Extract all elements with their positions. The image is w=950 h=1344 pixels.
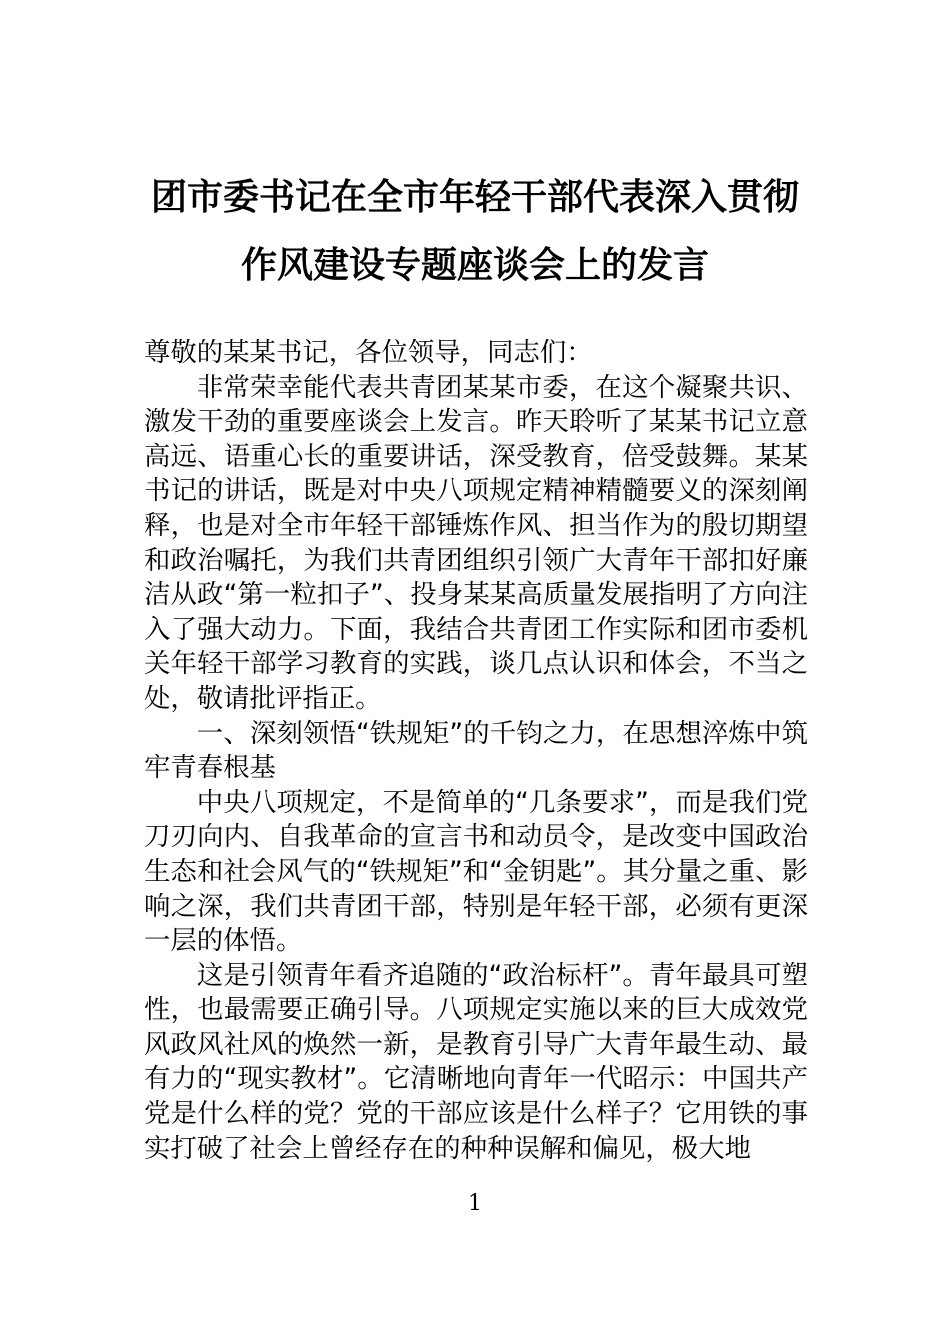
paragraph-section-1-b: 这是引领青年看齐追随的“政治标杆”。青年最具可塑性，也最需要正确引导。八项规定实施以来的巨大成效党风政风社风的焕然一新，是教育引导广大青年最生动、最有力的“现实教材”。它清晰地向青年一代昭示：中国共产党是什么样的党？党的干部应该是什么样子？它用铁的事实打破了社会上曾经存在的种种误解和偏见，极大地 (144, 959, 808, 1164)
document-body (144, 336, 808, 1166)
document-title-line-2: 作风建设专题座谈会上的发言 (240, 245, 709, 286)
salutation: 尊敬的某某书记，各位领导，同志们： (144, 337, 593, 368)
section-heading-1: 一、深刻领悟“铁规矩”的千钧之力，在思想淬炼中筑牢青春根基 (144, 717, 808, 784)
paragraph-section-1-a: 中央八项规定，不是简单的“几条要求”，而是我们党刀刃向内、自我革命的宣言书和动员令，是改变中国政治生态和社会风气的“铁规矩”和“金钥匙”。其分量之重、影响之深，我们共青团干部，特别是年轻干部，必须有更深一层的体悟。 (144, 786, 808, 957)
page-number: 1 (468, 1191, 482, 1216)
document-title-line-1: 团市委书记在全市年轻干部代表深入贯彻 (150, 177, 799, 218)
paragraph-intro: 非常荣幸能代表共青团某某市委，在这个凝聚共识、激发干劲的重要座谈会上发言。昨天聆听了某某书记立意高远、语重心长的重要讲话，深受教育，倍受鼓舞。某某书记的讲话，既是对中央八项规定精神精髓要义的深刻阐释，也是对全市年轻干部锤炼作风、担当作为的殷切期望和政治嘱托，为我们共青团组织引领广大青年干部扣好廉洁从政“第一粒扣子”、投身某某高质量发展指明了方向注入了强大动力。下面，我结合共青团工作实际和团市委机关年轻干部学习教育的实践，谈几点认识和体会，不当之处，敬请批评指正。 (144, 371, 808, 714)
